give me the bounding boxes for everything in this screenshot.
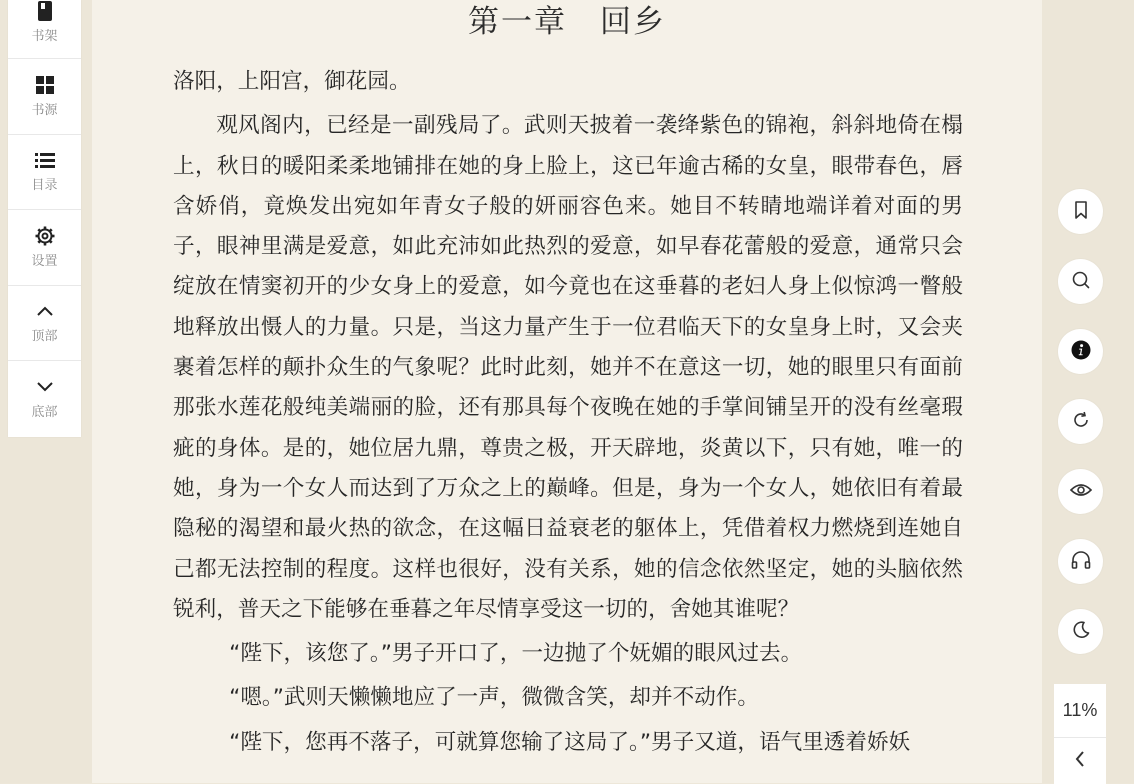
info-button[interactable] [1058,329,1103,374]
refresh-button[interactable] [1058,399,1103,444]
moon-icon [1072,621,1090,643]
progress-panel [1054,684,1106,784]
gear-icon [35,226,55,246]
sidebar-item-top[interactable] [8,286,81,362]
sidebar-item-toc[interactable] [8,135,81,211]
chevron-left-icon [1075,751,1085,771]
sidebar-item-label: 顶部 [31,325,57,344]
sidebar-item-label: 书源 [31,99,57,118]
night-mode-button[interactable] [1058,609,1103,654]
reading-page[interactable] [92,0,1042,783]
back-button[interactable] [1054,738,1106,784]
bookshelf-icon [35,1,55,21]
paragraph: “嗯。”武则天懒懒地应了一声，微微含笑，却并不动作。 [173,678,963,718]
sidebar-item-bottom[interactable] [8,361,81,437]
reading-progress: 11% [1054,684,1106,738]
sidebar-item-label: 底部 [31,401,57,420]
sidebar-item-source[interactable] [8,59,81,135]
chapter-content [173,62,963,763]
sidebar-item-settings[interactable] [8,210,81,286]
bookmark-button[interactable] [1058,189,1103,234]
paragraph: “陛下，您再不落子，可就算您输了这局了。”男子又道，语气里透着娇妖 [173,723,963,763]
paragraph: 洛阳，上阳宫，御花园。 [173,62,963,102]
headphones-icon [1071,551,1091,573]
paragraph: “陛下，该您了。”男子开口了，一边抛了个妩媚的眼风过去。 [173,634,963,674]
list-icon [35,150,55,170]
read-aloud-button[interactable] [1058,539,1103,584]
sidebar-item-label: 书架 [31,25,57,44]
chevron-down-icon [35,377,55,397]
chapter-title: 第一章 回乡 [92,0,1042,41]
paragraph: 观风阁内，已经是一副残局了。武则天披着一袭绛紫色的锦袍，斜斜地倚在榻上，秋日的暖阳柔柔地铺排在她的身上脸上，这已年逾古稀的女皇，眼带春色，唇含娇俏，竟焕发出宛如年青女子般的妍丽容色来。她目不转睛地端详着对面的男子，眼神里满是爱意，如此充沛如此热烈的爱意，如早春花蕾般的爱意，通常只会绽放在情窦初开的少女身上的爱意，如今竟也在这垂暮的老妇人身上似惊鸿一瞥般地释放出慑人的力量。只是，当这力量产生于一位君临天下的女皇身上时，又会夹裹着怎样的颠扑众生的气象呢？此时此刻，她并不在意这一切，她的眼里只有面前那张水莲花般纯美端丽的脸，还有那具每个夜晚在她的手掌间铺呈开的没有丝毫瑕疵的身体。是的，她位居九鼎，尊贵之极，开天辟地，炎黄以下，只有她，唯一的她，身为一个女人而达到了万众之上的巅峰。但是，身为一个女人，她依旧有着最隐秘的渴望和最火热的欲念，在这幅日益衰老的躯体上，凭借着权力燃烧到连她自己都无法控制的程度。这样也很好，没有关系，她的信念依然坚定，她的头脑依然锐利，普天之下能够在垂暮之年尽情享受这一切的，舍她其谁呢？ [173,106,963,630]
info-icon [1071,340,1091,364]
sidebar-item-label: 设置 [31,250,57,269]
bookmark-icon [1074,201,1088,223]
chevron-up-icon [35,301,55,321]
sidebar-item-bookshelf[interactable] [8,0,81,59]
search-icon [1071,270,1091,294]
left-sidebar [8,0,81,437]
eye-button[interactable] [1058,469,1103,514]
sidebar-item-label: 目录 [31,174,57,193]
search-button[interactable] [1058,259,1103,304]
eye-icon [1070,482,1092,501]
grid-icon [35,75,55,95]
refresh-icon [1072,411,1090,433]
